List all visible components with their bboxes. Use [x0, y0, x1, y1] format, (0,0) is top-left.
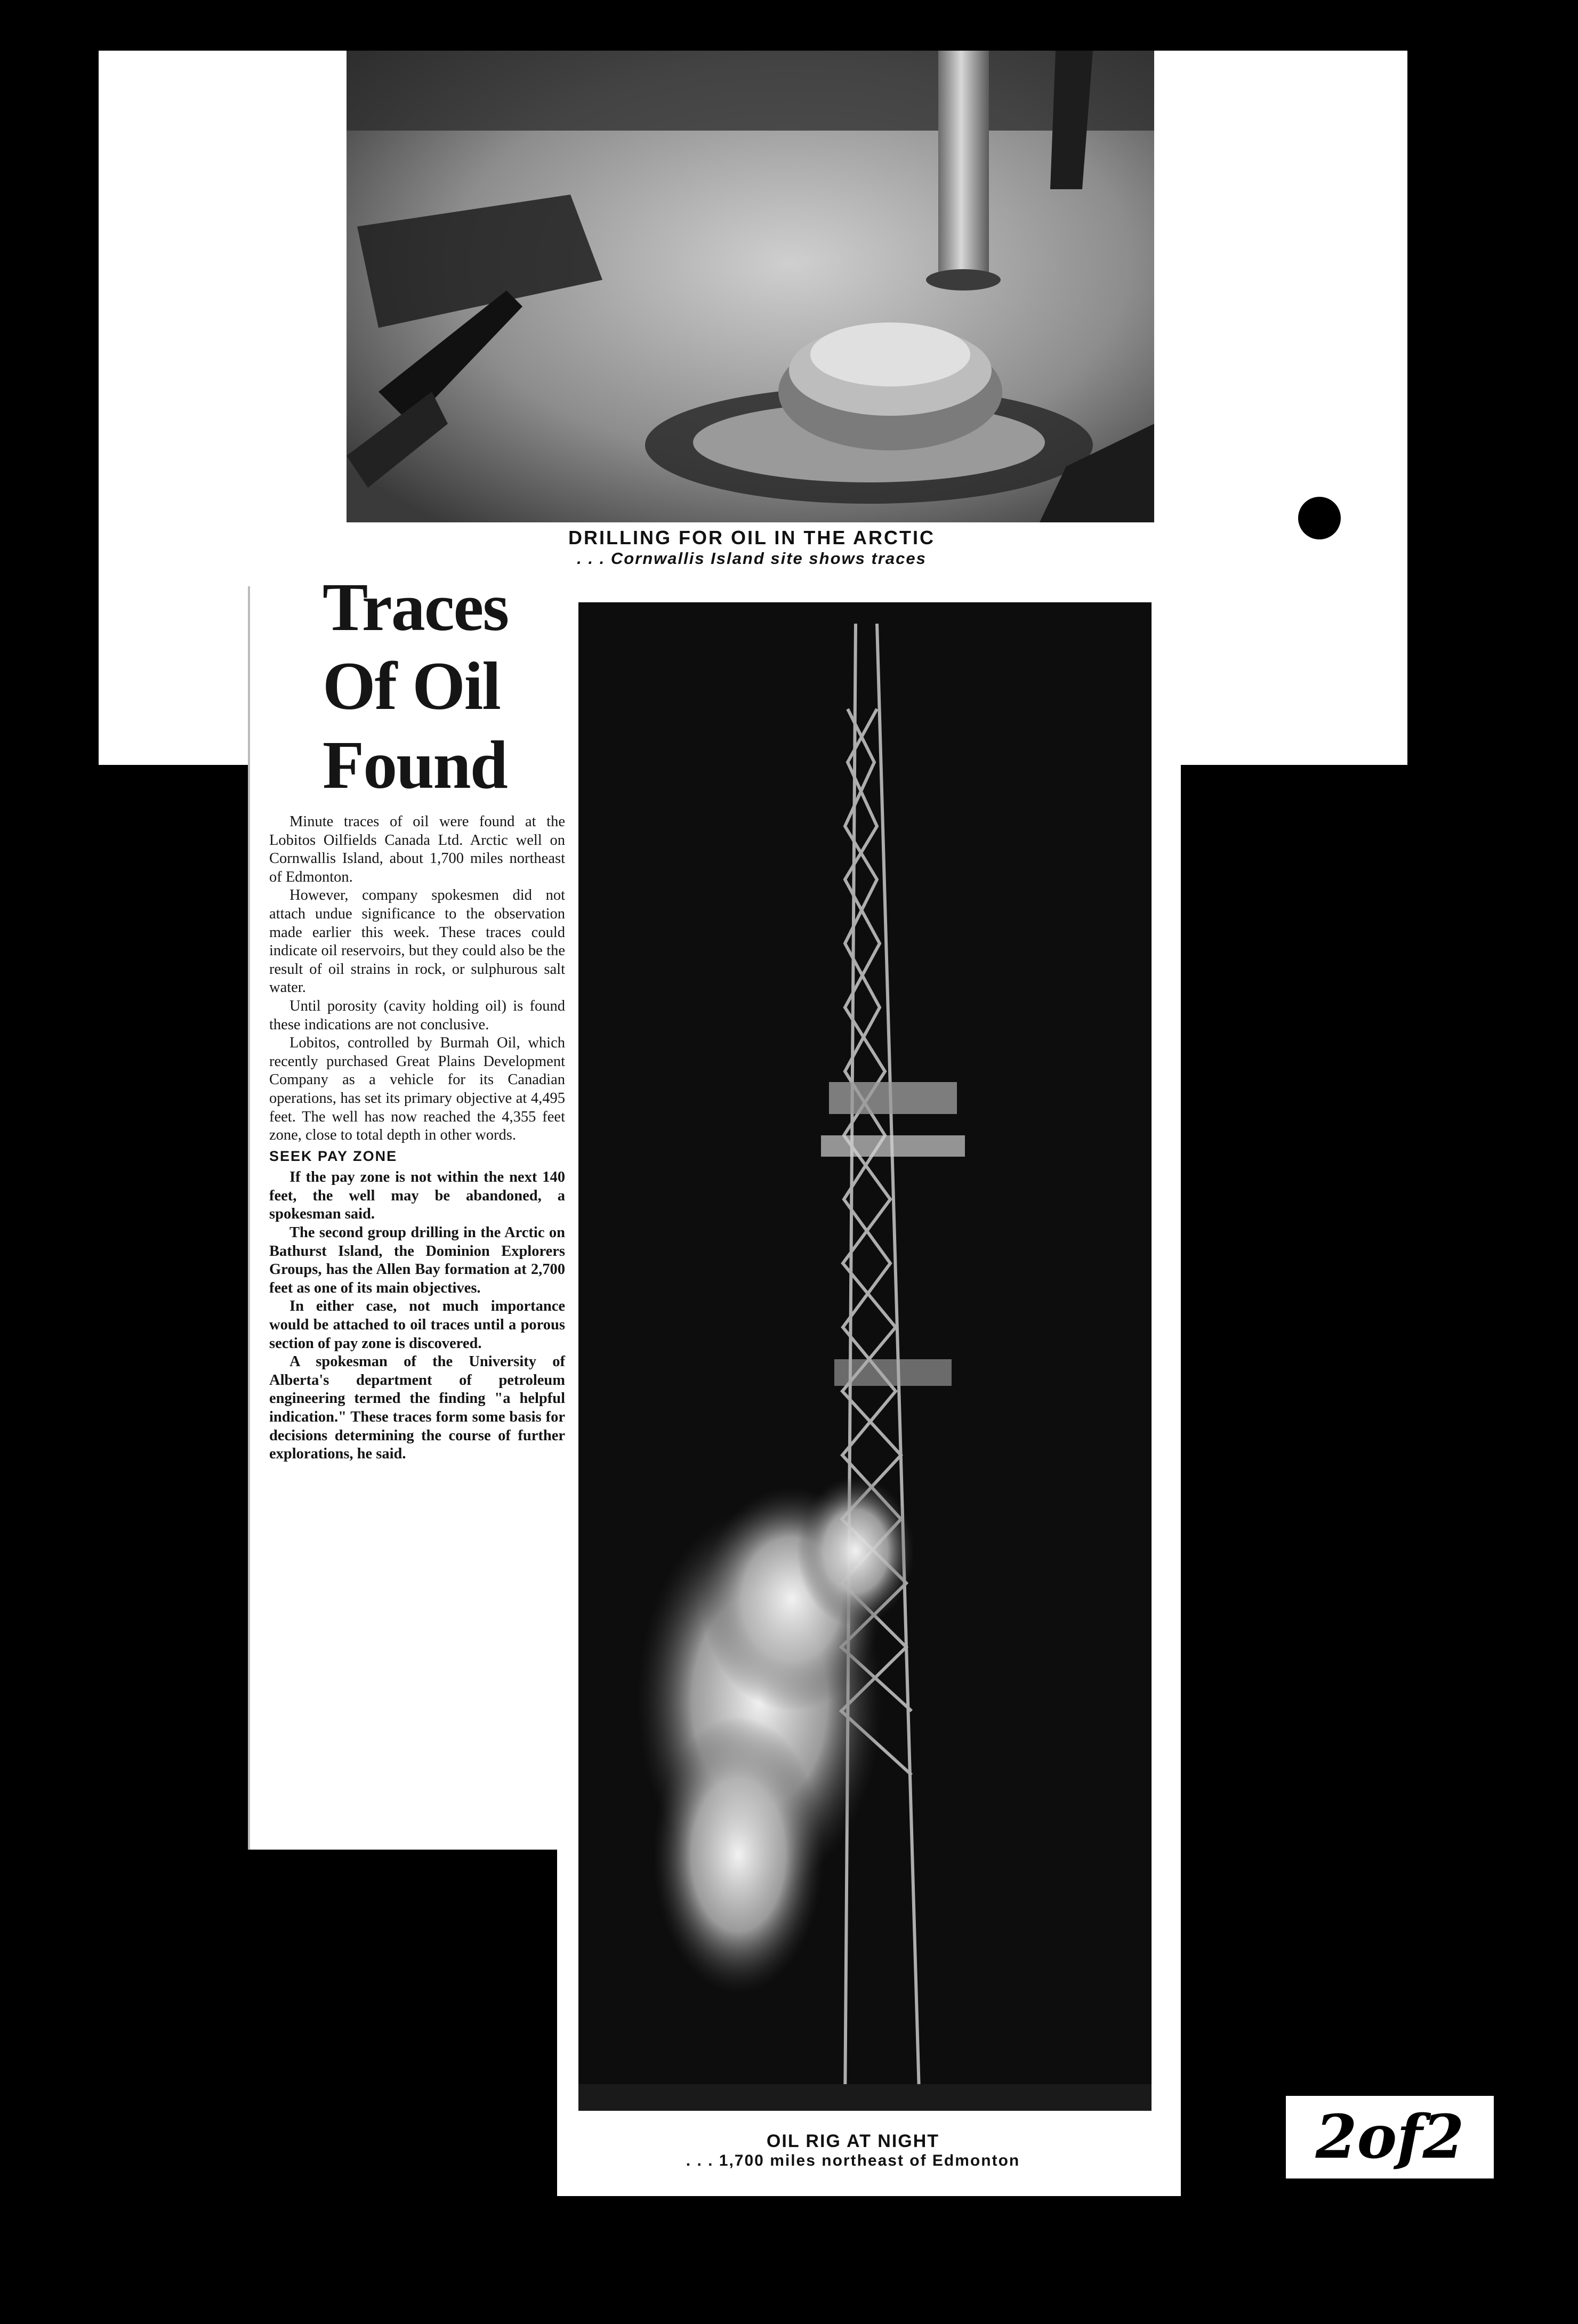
- top-caption-title: DRILLING FOR OIL IN THE ARCTIC: [568, 527, 935, 548]
- top-photo-image: [347, 51, 1154, 522]
- article-subhead: SEEK PAY ZONE: [269, 1148, 398, 1164]
- clipping-bottom-step: [248, 1850, 557, 1871]
- article-paragraph: Lobitos, controlled by Burmah Oil, which recently purchased Great Plains Development Company as a vehicle for its Canadian operations, has set its primary objective at 4,495 feet. The well has now reached the 4,355 feet zone, close to total depth in other words.: [269, 1035, 565, 1144]
- headline-line-3: Found: [323, 727, 507, 803]
- bottom-caption-title: OIL RIG AT NIGHT: [766, 2131, 940, 2151]
- headline-line-1: Traces: [323, 569, 509, 645]
- punch-hole-icon: [1298, 497, 1341, 539]
- bottom-photo-image: [578, 602, 1152, 2111]
- article-paragraph: If the pay zone is not within the next 140 feet, the well may be abandoned, a spokesman said.: [269, 1169, 565, 1223]
- top-caption-subtitle: . . . Cornwallis Island site shows traces: [577, 549, 927, 568]
- bottom-photo-caption: [613, 2131, 1093, 2170]
- article-headline: [323, 568, 578, 804]
- bottom-photo-oil-rig: [578, 602, 1152, 2111]
- article-paragraph: Until porosity (cavity holding oil) is found these indications are not conclusive.: [269, 997, 565, 1033]
- article-paragraph: A spokesman of the University of Alberta's department of petroleum engineering termed the finding "a helpful indication." These traces form some basis for decisions determining the course of further explorations, he said.: [269, 1353, 565, 1463]
- top-photo-caption: [458, 527, 1045, 568]
- top-photo-drilling: [347, 51, 1154, 522]
- headline-line-2: Of Oil: [323, 648, 500, 724]
- page-number-label: 2of2: [1286, 2096, 1494, 2178]
- article-paragraph: The second group drilling in the Arctic on Bathurst Island, the Dominion Explorers Groups, has the Allen Bay formation at 2,700 feet as one of its main objectives.: [269, 1224, 565, 1296]
- article-paragraph: However, company spokesmen did not attach undue significance to the observation made earlier this week. These traces could indicate oil reservoirs, but they could also be the result of oil strains in rock, or sulphurous salt water.: [269, 887, 565, 996]
- bottom-caption-subtitle: . . . 1,700 miles northeast of Edmonton: [686, 2152, 1020, 2169]
- article-body: [269, 813, 565, 1464]
- article-paragraph: In either case, not much importance would be attached to oil traces until a porous section of pay zone is discovered.: [269, 1298, 565, 1352]
- article-paragraph: Minute traces of oil were found at the Lobitos Oilfields Canada Ltd. Arctic well on Cornwallis Island, about 1,700 miles northeast of Edmonton.: [269, 813, 565, 885]
